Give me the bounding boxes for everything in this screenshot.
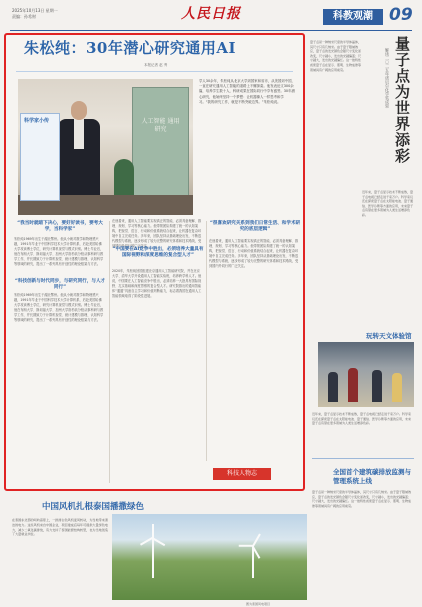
astronomy-body: 近年来，量子点显示技术不断成熟，量子点电视已经走进千家万户。科学家们还在探索量子点在太阳能电池、量子通信、医学诊断等方面的应用，未来量子点有望在更多领域为人类生活增添色彩。: [312, 412, 412, 426]
carbon-body: 量子点是一种纳米尺度的半导体晶体，其尺寸只有几纳米。由于量子限域效应，量子点的发光颜色会随尺寸变化而改变，尺寸越小，发出的光越偏蓝；尺寸越大，发出的光越偏红。这一独特性质使量子点在显示、照明、生物成像等领域具有广阔的应用前景。: [312, 490, 412, 508]
body-col-2a: 在他看来，通用人工智能要实现真正的智能，必须具备理解、推理、规划、学习等核心能力。他带领团队构建了统一的认知架构，把视觉、语言、行动和价值系统结合起来，让机器在复杂环境中自主完成任务。多年来，团队坚持从基础理论出发，不断迭代模型与系统，逐步形成了较为完整的研究体系和技术路线，受到国内外同行的广泛关注。: [112, 219, 202, 248]
astronomy-photo: [318, 342, 414, 407]
masthead-logo: 人民日报: [181, 6, 241, 22]
wind-headline: 中国风机扎根泰国播撒绿色: [42, 502, 145, 512]
subhead-3: “中国要在AI竞争中胜出，必须培养大量具有国际视野和深度思维的复合型人才”: [112, 247, 204, 258]
issue-date: 2025年10月13日 星期一: [12, 8, 58, 13]
body-col-1b: 朱松纯1969年出生于湖北鄂州。他从小就对数学和物理感兴趣，1991年毕业于中国科学技术大学计算机系，后赴美国哈佛大学攻读博士学位，研究计算机视觉与模式识别。博士毕业后，他在布朗大学、斯坦福大学、加州大学洛杉矶分校从事科研与教学工作，并长期致力于计算机视觉、统计建模与推理、认知科学等领域的研究，提出了一系列具有开创性的理论框架与方法。: [14, 293, 104, 322]
astronomy-headline: 玩转天文体验馆: [366, 332, 412, 340]
column-logo: 科技人物志: [213, 468, 271, 480]
body-col-3: 在他看来，通用人工智能要实现真正的智能，必须具备理解、推理、规划、学习等核心能力。他带领团队构建了统一的认知架构，把视觉、语言、行动和价值系统结合起来，让机器在复杂环境中自主完成任务。多年来，团队坚持从基础理论出发，不断迭代模型与系统，逐步形成了较为完整的研究体系和技术路线，受到国内外同行的广泛关注。: [209, 239, 299, 268]
bio-sidebar: [20, 113, 60, 201]
bio-sidebar-title: 科学家小传: [24, 118, 50, 124]
cabinet-glyph: 人工智能 通用 研究: [141, 118, 180, 133]
turbine-1: [152, 538, 154, 578]
page-number: 09: [389, 5, 413, 25]
right-headline: 量子点为世界添彩: [393, 36, 411, 164]
body-col-1a: 朱松纯1969年出生于湖北鄂州。他从小就对数学和物理感兴趣，1991年毕业于中国科学技术大学计算机系，后赴美国哈佛大学攻读博士学位，研究计算机视觉与模式识别。博士毕业后，他在布朗大学、斯坦福大学、加州大学洛杉矶分校从事科研与教学工作，并长期致力于计算机视觉、统计建模与推理、认知科学等领域的研究，提出了一系列具有开创性的理论框架与方法。: [14, 237, 104, 266]
subhead-2: “科技创新与时代同步，与研究同行，与人才同行”: [14, 279, 106, 290]
background-cabinet: [132, 87, 189, 207]
body-col-2b: 2020年，朱松纯回国组建北京通用人工智能研究院，并在北京大学、清华大学开设通用人工智能实验班，培养跨学科人才。他说，中国要在人工智能竞争中胜出，必须培养一大批具有国际视野、扎实基础和深度思维的复合型人才。研究院推出的通用智能体“通通”具备自主学习和价值判断能力，标志着我国在通用人工智能领域取得了阶段性进展。: [112, 269, 202, 298]
wind-photo-caption: 图为泰国风电项目: [246, 602, 271, 606]
article-title: 朱松纯：30年潜心研究通用AI: [24, 39, 237, 57]
carbon-headline: 全国首个建筑碳排放监测与管理系统上线: [333, 468, 411, 485]
wind-body: 在泰国东北部的呵叻高原上，一排排白色风机迎风转动，为当地带来清洁的电力。这些风机来自中国企业，项目建成后每年可提供大量绿色电力，减少二氧化碳排放，有力支持了泰国能源结构转型，也为当地创造了大量就业岗位。: [12, 518, 108, 537]
main-article[interactable]: [4, 33, 305, 491]
header-divider: [10, 30, 412, 31]
article-byline: 本报记者 赵 秀: [144, 63, 168, 67]
right-divider: [312, 458, 414, 459]
section-label: 科教观潮: [323, 9, 383, 25]
page-header: [0, 0, 422, 34]
right-body-2: 近年来，量子点显示技术不断成熟，量子点电视已经走进千家万户。科学家们还在探索量子点在太阳能电池、量子通信、医学诊断等方面的应用，未来量子点有望在更多领域为人类生活增添色彩。: [362, 190, 414, 217]
wind-farm-photo: [112, 514, 307, 600]
subhead-4: “很喜欢研究关系到我们日常生活、和学术研究的底层逻辑”: [209, 221, 301, 232]
right-subheadline: 解读二〇二五年诺贝尔化学奖成果: [385, 48, 390, 108]
subhead-1: “我当时就暗下决心，要好好读书，要考大学，当科学家”: [17, 221, 103, 232]
right-body-1: 量子点是一种纳米尺度的半导体晶体，其尺寸只有几纳米。由于量子限域效应，量子点的发光颜色会随尺寸变化而改变，尺寸越小，发出的光越偏蓝；尺寸越大，发出的光越偏红。这一独特性质使量子点在显示、照明、生物成像等领域具有广阔的应用前景。: [310, 40, 362, 72]
editor-line: 责编：孙希财: [12, 14, 36, 19]
article-intro: 学人30余年，朱松纯从北京大学到国家和省市，从美国到中国，一直在研究通用人工智能的道路上不懈探索。他发表论文300余篇，培养学生数十人，科研成果在国际同行中享有盛誉。30年潜心研究，他始终坚持一个梦想：让机器像人一样思考和学习。“我的研究工作，就是不断突破边界。”朱松纯说。: [199, 79, 295, 104]
title-divider: [16, 71, 293, 72]
